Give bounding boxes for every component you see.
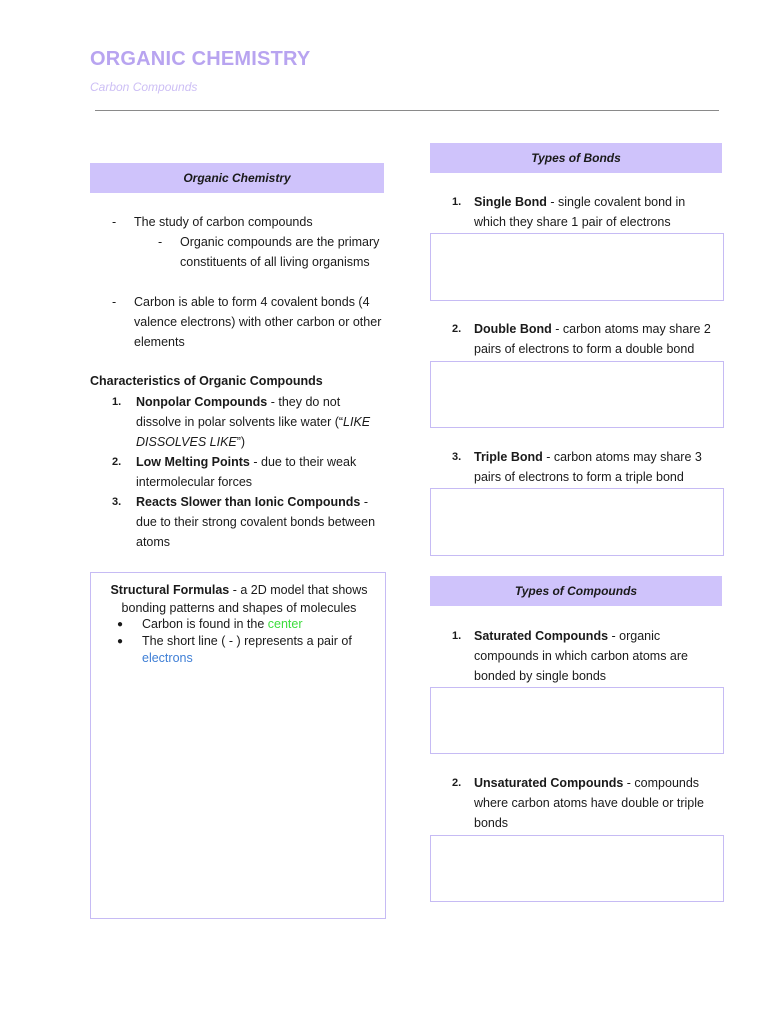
page-title: ORGANIC CHEMISTRY <box>90 48 311 70</box>
bond-item <box>452 319 722 359</box>
list-number: 3. <box>112 496 122 508</box>
characteristic-desc-end: ”) <box>236 435 246 449</box>
list-number: 2. <box>452 777 462 789</box>
compound-item <box>452 626 722 686</box>
page-subtitle: Carbon Compounds <box>90 80 198 94</box>
section-heading-organic-chemistry: Organic Chemistry <box>90 163 384 193</box>
bond-term: Triple Bond <box>474 450 543 464</box>
highlight-electrons: electrons <box>142 651 193 665</box>
compound-term: Saturated Compounds <box>474 629 609 643</box>
characteristic-desc: - due to their strong covalent bonds between atoms <box>136 495 376 549</box>
compound-term: Unsaturated Compounds <box>474 776 624 790</box>
bond-term: Single Bond <box>474 195 547 209</box>
structural-bullet-text <box>142 616 372 633</box>
compound-text <box>474 626 710 686</box>
saturated-drawing-box <box>430 687 724 754</box>
sub-bullet-item <box>158 232 378 292</box>
characteristic-term: Nonpolar Compounds <box>136 395 268 409</box>
characteristic-item <box>112 392 384 452</box>
characteristic-desc: - due to their weak intermolecular forces <box>136 455 357 489</box>
bullet-text: Organic compounds are the primary constituents of all living organisms <box>180 235 380 269</box>
characteristic-term: Reacts Slower than Ionic Compounds <box>136 495 361 509</box>
list-number: 1. <box>452 630 462 642</box>
characteristic-text <box>136 492 376 552</box>
dash-marker: - <box>112 295 117 309</box>
structural-bullet-text <box>142 633 372 667</box>
dash-marker: - <box>112 215 117 229</box>
compound-item <box>452 773 722 833</box>
highlight-center: center <box>267 617 303 631</box>
characteristic-emphasis: LIKE DISSOLVES LIKE <box>136 415 371 449</box>
characteristic-term: Low Melting Points <box>136 455 250 469</box>
bond-text <box>474 192 720 232</box>
bond-term: Double Bond <box>474 322 552 336</box>
bond-desc: - carbon atoms may share 3 pairs of electrons to form a triple bond <box>474 450 702 484</box>
header-divider <box>95 110 719 111</box>
list-number: 3. <box>452 451 462 463</box>
bullet-dot-icon: ● <box>117 619 124 630</box>
bullet-item <box>112 212 392 232</box>
bond-desc: - carbon atoms may share 2 pairs of electrons to form a double bond <box>474 322 711 356</box>
compound-desc: - organic compounds in which carbon atoms are bonded by single bonds <box>474 629 689 683</box>
list-number: 2. <box>452 323 462 335</box>
triple-bond-drawing-box <box>430 488 724 556</box>
compound-desc: - compounds where carbon atoms have double or triple bonds <box>474 776 704 830</box>
bond-item <box>452 447 722 487</box>
section-heading-types-of-compounds: Types of Compounds <box>430 576 722 606</box>
bond-item <box>452 192 722 232</box>
dash-marker: - <box>158 235 163 249</box>
bullet-text: The study of carbon compounds <box>134 215 313 229</box>
unsaturated-drawing-box <box>430 835 724 902</box>
list-number: 2. <box>112 456 122 468</box>
structural-bullet-part: Carbon is found in the <box>142 617 268 631</box>
characteristic-text <box>136 452 384 492</box>
bullet-item <box>112 292 392 352</box>
characteristic-item <box>112 492 384 552</box>
double-bond-drawing-box <box>430 361 724 428</box>
characteristic-desc: - they do not dissolve in polar solvents like water (“ <box>136 395 344 429</box>
list-number: 1. <box>452 196 462 208</box>
characteristics-heading: Characteristics of Organic Compounds <box>90 374 323 388</box>
structural-formulas-text <box>101 581 377 617</box>
structural-formulas-box <box>90 572 386 919</box>
compound-text <box>474 773 722 833</box>
characteristic-text <box>136 392 384 452</box>
characteristic-item <box>112 452 384 492</box>
structural-term: Structural Formulas <box>110 583 230 597</box>
bond-text <box>474 319 720 359</box>
structural-bullet-part: The short line ( - ) represents a pair of <box>142 634 352 648</box>
bond-text <box>474 447 720 487</box>
list-number: 1. <box>112 396 122 408</box>
bullet-text: Carbon is able to form 4 covalent bonds (4 valence electrons) with other carbon or other elements <box>134 295 382 349</box>
bond-desc: - single covalent bond in which they share 1 pair of electrons <box>474 195 686 229</box>
single-bond-drawing-box <box>430 233 724 301</box>
bullet-dot-icon: ● <box>117 636 124 647</box>
section-heading-types-of-bonds: Types of Bonds <box>430 143 722 173</box>
structural-desc: - a 2D model that shows bonding patterns and shapes of molecules <box>121 583 368 615</box>
